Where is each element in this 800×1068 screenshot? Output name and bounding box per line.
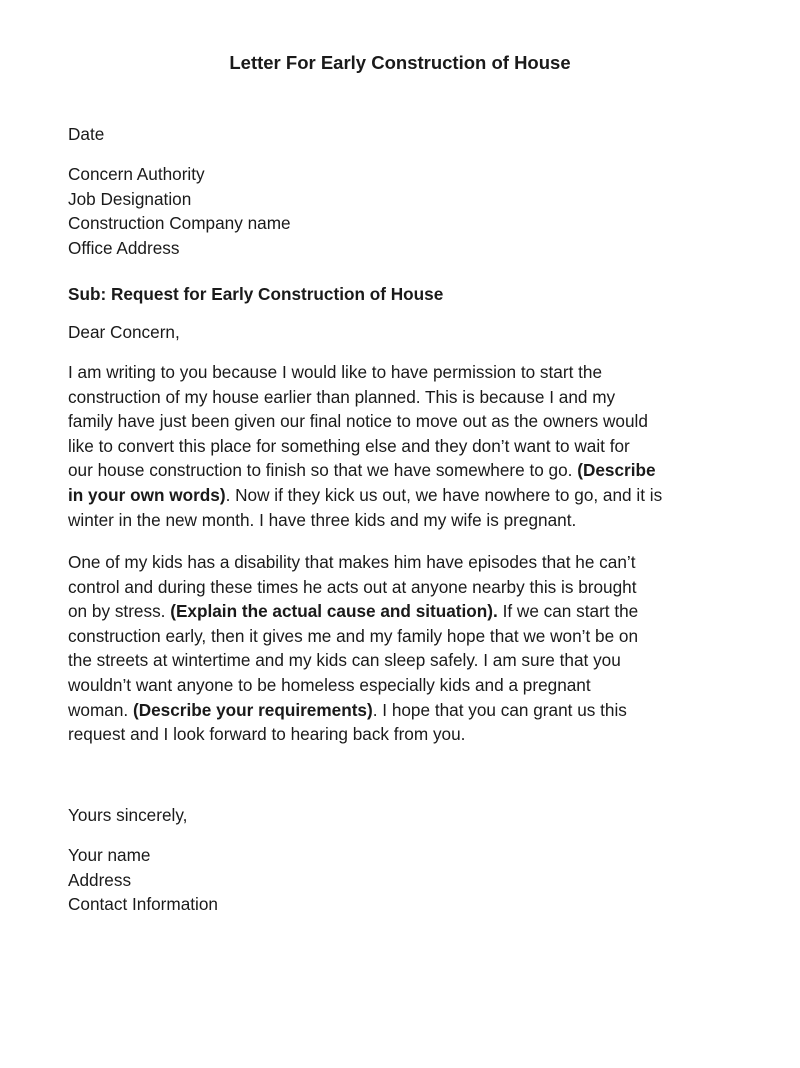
placeholder-instruction: (Describe [577,460,656,481]
body-paragraph-1 [68,360,728,532]
signature-block [68,843,728,917]
recipient-line: Concern Authority [68,164,205,184]
paragraph-line: control and during these times he acts out at anyone nearby this is brought [68,576,637,597]
recipient-line: Construction Company name [68,213,291,234]
closing-text: Yours sincerely, [68,805,188,825]
salutation-line [68,320,728,345]
paragraph-line: the streets at wintertime and my kids can sleep safely. I am sure that you [68,650,621,671]
salutation-text: Dear Concern, [68,322,180,342]
placeholder-instruction: (Describe your requirements) [132,699,373,720]
paragraph-line [68,483,728,508]
paragraph-line [68,599,728,624]
paragraph-text: woman. [68,699,133,720]
paragraph-line: request and I look forward to hearing back from you. [68,724,466,745]
subject-text: Sub: Request for Early Construction of House [68,284,444,304]
recipient-line: Job Designation [68,188,192,209]
recipient-line: Office Address [68,237,180,258]
subject-line [68,282,728,307]
signature-line: Contact Information [68,894,218,915]
paragraph-line: construction of my house earlier than planned. This is because I and my [68,386,616,407]
placeholder-instruction: (Explain the actual cause and situation). [170,601,498,622]
paragraph-line: One of my kids has a disability that makes him have episodes that he can’t [68,552,636,572]
paragraph-text: our house construction to finish so that we have somewhere to go. [68,460,578,481]
paragraph-line [68,458,728,483]
paragraph-line: wouldn’t want anyone to be homeless especially kids and a pregnant [68,674,591,695]
placeholder-instruction: in your own words) [68,484,226,505]
signature-line: Address [68,869,132,890]
paragraph-line: winter in the new month. I have three kids and my wife is pregnant. [68,509,577,530]
letter-title: Letter For Early Construction of House [229,52,571,73]
paragraph-line: like to convert this place for something else and they don’t want to wait for [68,435,630,456]
paragraph-text: . Now if they kick us out, we have nowhere to go, and it is [225,484,663,505]
date-line [68,122,728,147]
date-text: Date [68,124,105,144]
paragraph-text: . I hope that you can grant us this [372,699,627,720]
signature-line: Your name [68,845,151,865]
recipient-block [68,162,728,260]
paragraph-text: If we can start the [497,601,639,622]
paragraph-line: construction early, then it gives me and my family hope that we won’t be on [68,625,639,646]
paragraph-line: I am writing to you because I would like to have permission to start the [68,362,603,382]
paragraph-text: on by stress. [68,601,171,622]
closing-line [68,803,728,828]
paragraph-line [68,698,728,723]
body-paragraph-2 [68,550,728,747]
paragraph-line: family have just been given our final notice to move out as the owners would [68,411,648,432]
